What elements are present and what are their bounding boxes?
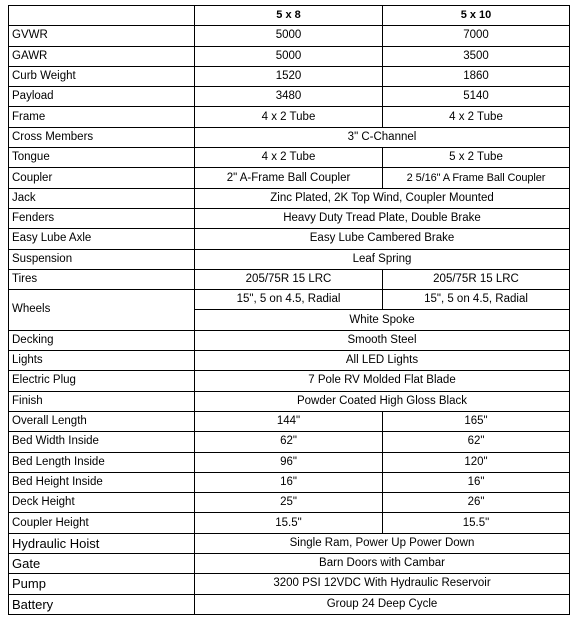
value-5x10: 26" <box>383 493 570 513</box>
row-cross-members <box>9 127 570 147</box>
row-jack <box>9 188 570 208</box>
row-decking <box>9 330 570 350</box>
row-label: Bed Length Inside <box>9 452 195 472</box>
value-5x10: 165" <box>383 411 570 431</box>
row-battery <box>9 594 570 614</box>
row-label: Frame <box>9 107 195 127</box>
row-coupler <box>9 168 570 188</box>
row-curb-weight <box>9 66 570 86</box>
value-shared: Single Ram, Power Up Power Down <box>195 533 570 553</box>
value-5x8: 4 x 2 Tube <box>195 107 383 127</box>
value-shared: Powder Coated High Gloss Black <box>195 391 570 411</box>
row-label: Coupler <box>9 168 195 188</box>
value-shared: 3" C-Channel <box>195 127 570 147</box>
row-label: GAWR <box>9 46 195 66</box>
value-5x8: 4 x 2 Tube <box>195 148 383 168</box>
value-shared: Heavy Duty Tread Plate, Double Brake <box>195 208 570 228</box>
row-label: Bed Width Inside <box>9 432 195 452</box>
value-5x10: 2 5/16" A Frame Ball Coupler <box>383 168 570 188</box>
row-gawr <box>9 46 570 66</box>
value-5x8: 96" <box>195 452 383 472</box>
row-label: Suspension <box>9 249 195 269</box>
row-label: Finish <box>9 391 195 411</box>
row-label: GVWR <box>9 26 195 46</box>
row-gate <box>9 554 570 574</box>
row-lights <box>9 351 570 371</box>
value-5x10: 4 x 2 Tube <box>383 107 570 127</box>
value-5x8: 16" <box>195 472 383 492</box>
value-5x8: 144" <box>195 411 383 431</box>
value-5x8: 3480 <box>195 87 383 107</box>
value-shared: 7 Pole RV Molded Flat Blade <box>195 371 570 391</box>
row-label: Fenders <box>9 208 195 228</box>
value-shared: 3200 PSI 12VDC With Hydraulic Reservoir <box>195 574 570 594</box>
value-5x8: 5000 <box>195 26 383 46</box>
value-5x10: 3500 <box>383 46 570 66</box>
row-label: Payload <box>9 87 195 107</box>
value-shared: Group 24 Deep Cycle <box>195 594 570 614</box>
header-5x8: 5 x 8 <box>195 6 383 26</box>
value-5x8: 15.5" <box>195 513 383 533</box>
header-5x10: 5 x 10 <box>383 6 570 26</box>
row-label: Wheels <box>9 290 195 331</box>
value-5x8: 25" <box>195 493 383 513</box>
value-5x8: 15", 5 on 4.5, Radial <box>195 290 383 310</box>
value-shared: Barn Doors with Cambar <box>195 554 570 574</box>
row-label: Easy Lube Axle <box>9 229 195 249</box>
row-fenders <box>9 208 570 228</box>
row-deck-height <box>9 493 570 513</box>
row-label: Curb Weight <box>9 66 195 86</box>
value-5x10: 120" <box>383 452 570 472</box>
row-label: Bed Height Inside <box>9 472 195 492</box>
row-label: Gate <box>9 554 195 574</box>
value-5x10: 7000 <box>383 26 570 46</box>
value-5x10: 1860 <box>383 66 570 86</box>
value-5x10: 205/75R 15 LRC <box>383 269 570 289</box>
value-shared: Leaf Spring <box>195 249 570 269</box>
row-pump <box>9 574 570 594</box>
row-tires <box>9 269 570 289</box>
value-5x8: 1520 <box>195 66 383 86</box>
row-bed-length-inside <box>9 452 570 472</box>
row-finish <box>9 391 570 411</box>
row-label: Tires <box>9 269 195 289</box>
row-overall-length <box>9 411 570 431</box>
row-coupler-height <box>9 513 570 533</box>
row-suspension <box>9 249 570 269</box>
row-label: Hydraulic Hoist <box>9 533 195 553</box>
row-label: Deck Height <box>9 493 195 513</box>
row-label: Lights <box>9 351 195 371</box>
value-5x8: 205/75R 15 LRC <box>195 269 383 289</box>
value-5x10: 16" <box>383 472 570 492</box>
row-label: Decking <box>9 330 195 350</box>
row-label: Pump <box>9 574 195 594</box>
row-wheels <box>9 290 570 310</box>
value-shared: Easy Lube Cambered Brake <box>195 229 570 249</box>
row-label: Cross Members <box>9 127 195 147</box>
row-easy-lube-axle <box>9 229 570 249</box>
value-shared: White Spoke <box>195 310 570 330</box>
spec-table <box>8 5 570 615</box>
value-5x10: 5 x 2 Tube <box>383 148 570 168</box>
value-shared: All LED Lights <box>195 351 570 371</box>
value-shared: Zinc Plated, 2K Top Wind, Coupler Mounted <box>195 188 570 208</box>
row-label: Tongue <box>9 148 195 168</box>
row-label: Battery <box>9 594 195 614</box>
row-frame <box>9 107 570 127</box>
row-label: Coupler Height <box>9 513 195 533</box>
row-electric-plug <box>9 371 570 391</box>
value-5x8: 2" A-Frame Ball Coupler <box>195 168 383 188</box>
value-5x8: 5000 <box>195 46 383 66</box>
row-bed-height-inside <box>9 472 570 492</box>
value-5x10: 62" <box>383 432 570 452</box>
row-gvwr <box>9 26 570 46</box>
row-hydraulic-hoist <box>9 533 570 553</box>
row-label: Overall Length <box>9 411 195 431</box>
value-5x10: 15.5" <box>383 513 570 533</box>
value-shared: Smooth Steel <box>195 330 570 350</box>
row-bed-width-inside <box>9 432 570 452</box>
row-label: Electric Plug <box>9 371 195 391</box>
value-5x8: 62" <box>195 432 383 452</box>
table-header-row <box>9 6 570 26</box>
header-corner <box>9 6 195 26</box>
row-tongue <box>9 148 570 168</box>
value-5x10: 15", 5 on 4.5, Radial <box>383 290 570 310</box>
row-label: Jack <box>9 188 195 208</box>
value-5x10: 5140 <box>383 87 570 107</box>
row-payload <box>9 87 570 107</box>
